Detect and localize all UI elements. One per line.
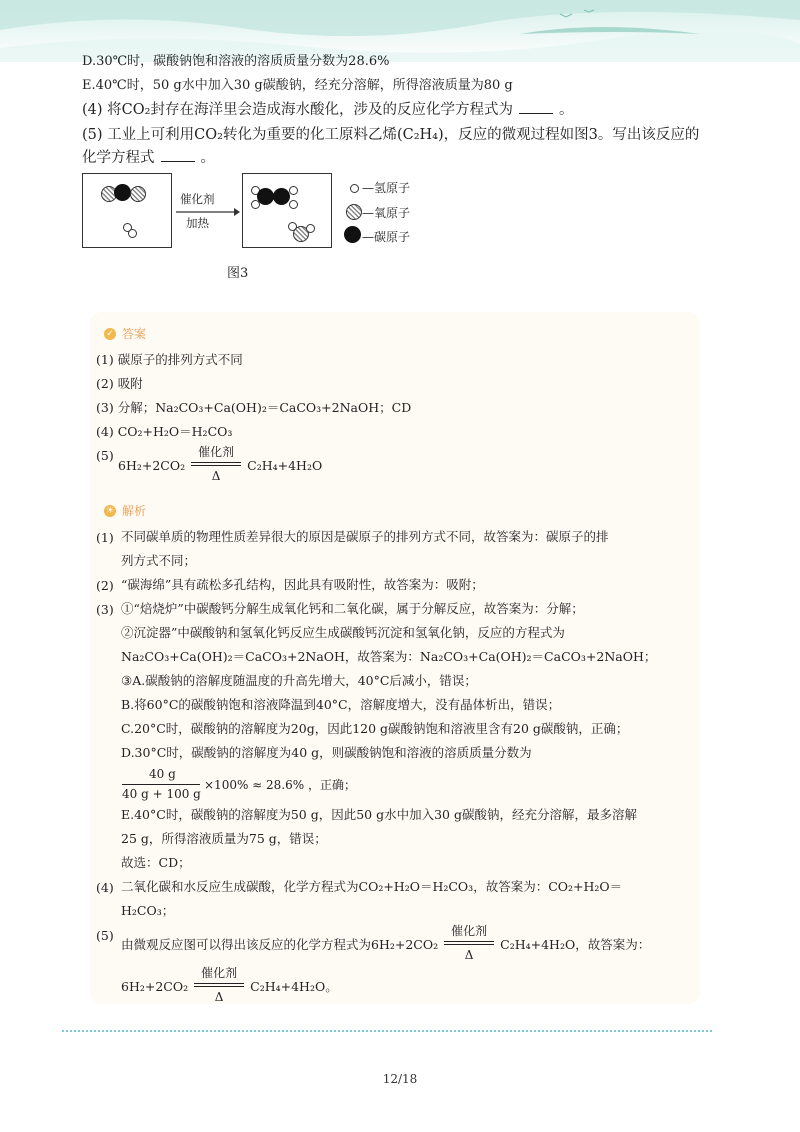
analysis-line: ③A.碳酸钠的溶解度随温度的升高先增大，40°C后减小，错误； [121,673,477,688]
heat-symbol: Δ [464,948,474,962]
option-e: E.40℃时，50 g水中加入30 g碳酸钠，经充分溶解，所得溶液质量为80 g [82,78,513,93]
analysis-number: (2) [96,578,114,593]
question-4-end: 。 [558,102,574,118]
hydrogen-atom [289,200,298,209]
answer-text: 碳原子的排列方式不同 [117,352,243,367]
analysis-line: 二氧化碳和水反应生成碳酸，化学方程式为CO₂+H₂O＝H₂CO₃，故答案为：CO₂+H₂O＝ [121,879,623,894]
product-box [242,173,332,248]
hydrogen-atom [128,229,137,238]
legend-oxygen-label: —氧原子 [362,206,411,220]
question-4 [82,101,573,119]
heat-symbol: Δ [214,990,224,1004]
analysis-title: 解析 [122,504,147,518]
answer-blank [519,102,553,114]
double-line [191,462,241,466]
oxygen-atom [130,186,146,202]
question-5-text: 工业上可利用CO₂转化为重要的化工原料乙烯(C₂H₄)，反应的微观过程如图3。写出该反应的 [107,127,700,143]
answer-number: (3) [96,400,114,415]
arrow-condition-top: 催化剂 [180,192,215,206]
arrow-condition-bottom: 加热 [186,216,209,230]
carbon-atom [257,188,274,205]
analysis-line: ①“焙烧炉”中碳酸钙分解生成氧化钙和二氧化碳，属于分解反应，故答案为：分解； [121,601,584,616]
catalyst-label: 催化剂 [201,966,238,980]
legend-hydrogen-icon [350,184,359,193]
analysis-line: 不同碳单质的物理性质差异很大的原因是碳原子的排列方式不同，故答案为：碳原子的排 [121,529,609,544]
answer-5-equation [118,445,323,483]
analysis-line: Na₂CO₃+Ca(OH)₂＝CaCO₃+2NaOH，故答案为：Na₂CO₃+Ca(OH)₂＝CaCO₃+2NaOH； [121,649,657,664]
hydrogen-atom [289,186,298,195]
fraction-result: ×100% ≈ 28.6% ，正确； [204,778,356,792]
analysis-line: “碳海绵”具有疏松多孔结构，因此具有吸附性，故答案为：吸附； [121,577,484,592]
analysis-number: (1) [96,530,114,545]
question-5-end: 。 [200,150,215,166]
question-5-line2 [82,149,215,167]
analysis-line: 25 g，所得溶液质量为75 g，错误； [121,831,327,846]
analysis-line: E.40°C时，碳酸钠的溶解度为50 g，因此50 g水中加入30 g碳酸钠，经充分溶解，最多溶解 [121,807,637,822]
question-5-number: (5) [82,127,103,143]
equation-reactants: 6H₂+2CO₂ [121,979,189,994]
footer-divider [62,1030,712,1032]
analysis-line: C.20°C时，碳酸钠的溶解度为20g，因此120 g碳酸钠饱和溶液里含有20 g碳酸钠，正确； [121,721,629,736]
carbon-atom [114,184,131,201]
hydrogen-atom [306,224,315,233]
equation-products: C₂H₄+4H₂O。 [250,979,338,994]
catalyst-equals-sign [187,445,245,483]
double-line [194,983,244,987]
analysis-line: H₂CO₃； [121,903,175,918]
analysis-5-line2 [121,966,338,1004]
answer-number: (4) [96,424,114,439]
question-4-number: (4) [82,102,103,118]
catalyst-label: 催化剂 [198,445,235,459]
answer-item [96,352,243,368]
figure-caption: 图3 [227,266,249,281]
analysis-line: ②沉淀器”中碳酸钠和氢氧化钙反应生成碳酸钙沉淀和氢氧化钠，反应的方程式为 [121,625,565,640]
catalyst-label: 催化剂 [451,924,488,938]
equation-reactants: 6H₂+2CO₂ [118,458,186,473]
legend-carbon-label: —碳原子 [362,230,411,244]
answer-item [96,424,232,440]
question-5 [82,126,699,144]
answer-text: 分解；Na₂CO₃+Ca(OH)₂＝CaCO₃+2NaOH；CD [117,400,412,415]
question-4-text: 将CO₂封存在海洋里会造成海水酸化，涉及的反应化学方程式为 [107,102,513,118]
analysis-line: 列方式不同； [121,553,197,568]
reactant-box [82,173,172,248]
analysis-line: B.将60°C的碳酸钠饱和溶液降温到40°C，溶解度增大，没有晶体析出，错误； [121,697,561,712]
analysis-line: D.30°C时，碳酸钠的溶解度为40 g，则碳酸钠饱和溶液的溶质质量分数为 [121,745,532,760]
page-number: 12/18 [382,1072,418,1086]
analysis-5-suffix: C₂H₄+4H₂O，故答案为： [500,937,651,952]
lightbulb-icon: ☀ [105,505,115,516]
answer-number: (1) [96,352,114,367]
option-d: D.30℃时，碳酸钠饱和溶液的溶质质量分数为28.6% [82,54,390,69]
fraction-denominator: 40 g + 100 g [122,787,201,801]
catalyst-equals-sign [440,924,498,962]
equation-products: C₂H₄+4H₂O [247,458,323,473]
answer-title: 答案 [122,327,147,341]
analysis-line: 故选：CD； [121,855,191,870]
catalyst-equals-sign [190,966,248,1004]
heat-symbol: Δ [211,469,221,483]
answer-item [96,376,143,392]
answer-text: 吸附 [117,376,143,391]
analysis-5-line1 [121,924,651,962]
answer-blank [161,150,195,162]
legend-carbon-icon [344,226,361,243]
check-icon: ✓ [104,328,116,340]
answer-item [96,400,411,416]
answer-heading [104,325,146,342]
answer-text: CO₂+H₂O＝H₂CO₃ [117,424,233,439]
legend-oxygen-icon [346,204,362,220]
legend-hydrogen-label: —氢原子 [362,181,411,195]
carbon-atom [273,188,290,205]
answer-number: (2) [96,376,114,391]
analysis-5-prefix: 由微观反应图可以得出该反应的化学方程式为6H₂+2CO₂ [121,937,439,952]
double-line [444,941,494,945]
question-5-text2: 化学方程式 [82,150,155,166]
analysis-heading [104,502,146,519]
analysis-number: (3) [96,602,114,617]
analysis-number: (5) [96,928,114,943]
fraction-bar [122,784,200,785]
fraction-numerator: 40 g [149,767,176,781]
answer-5-number: (5) [96,448,114,463]
analysis-number: (4) [96,880,114,895]
reaction-diagram [82,170,462,290]
